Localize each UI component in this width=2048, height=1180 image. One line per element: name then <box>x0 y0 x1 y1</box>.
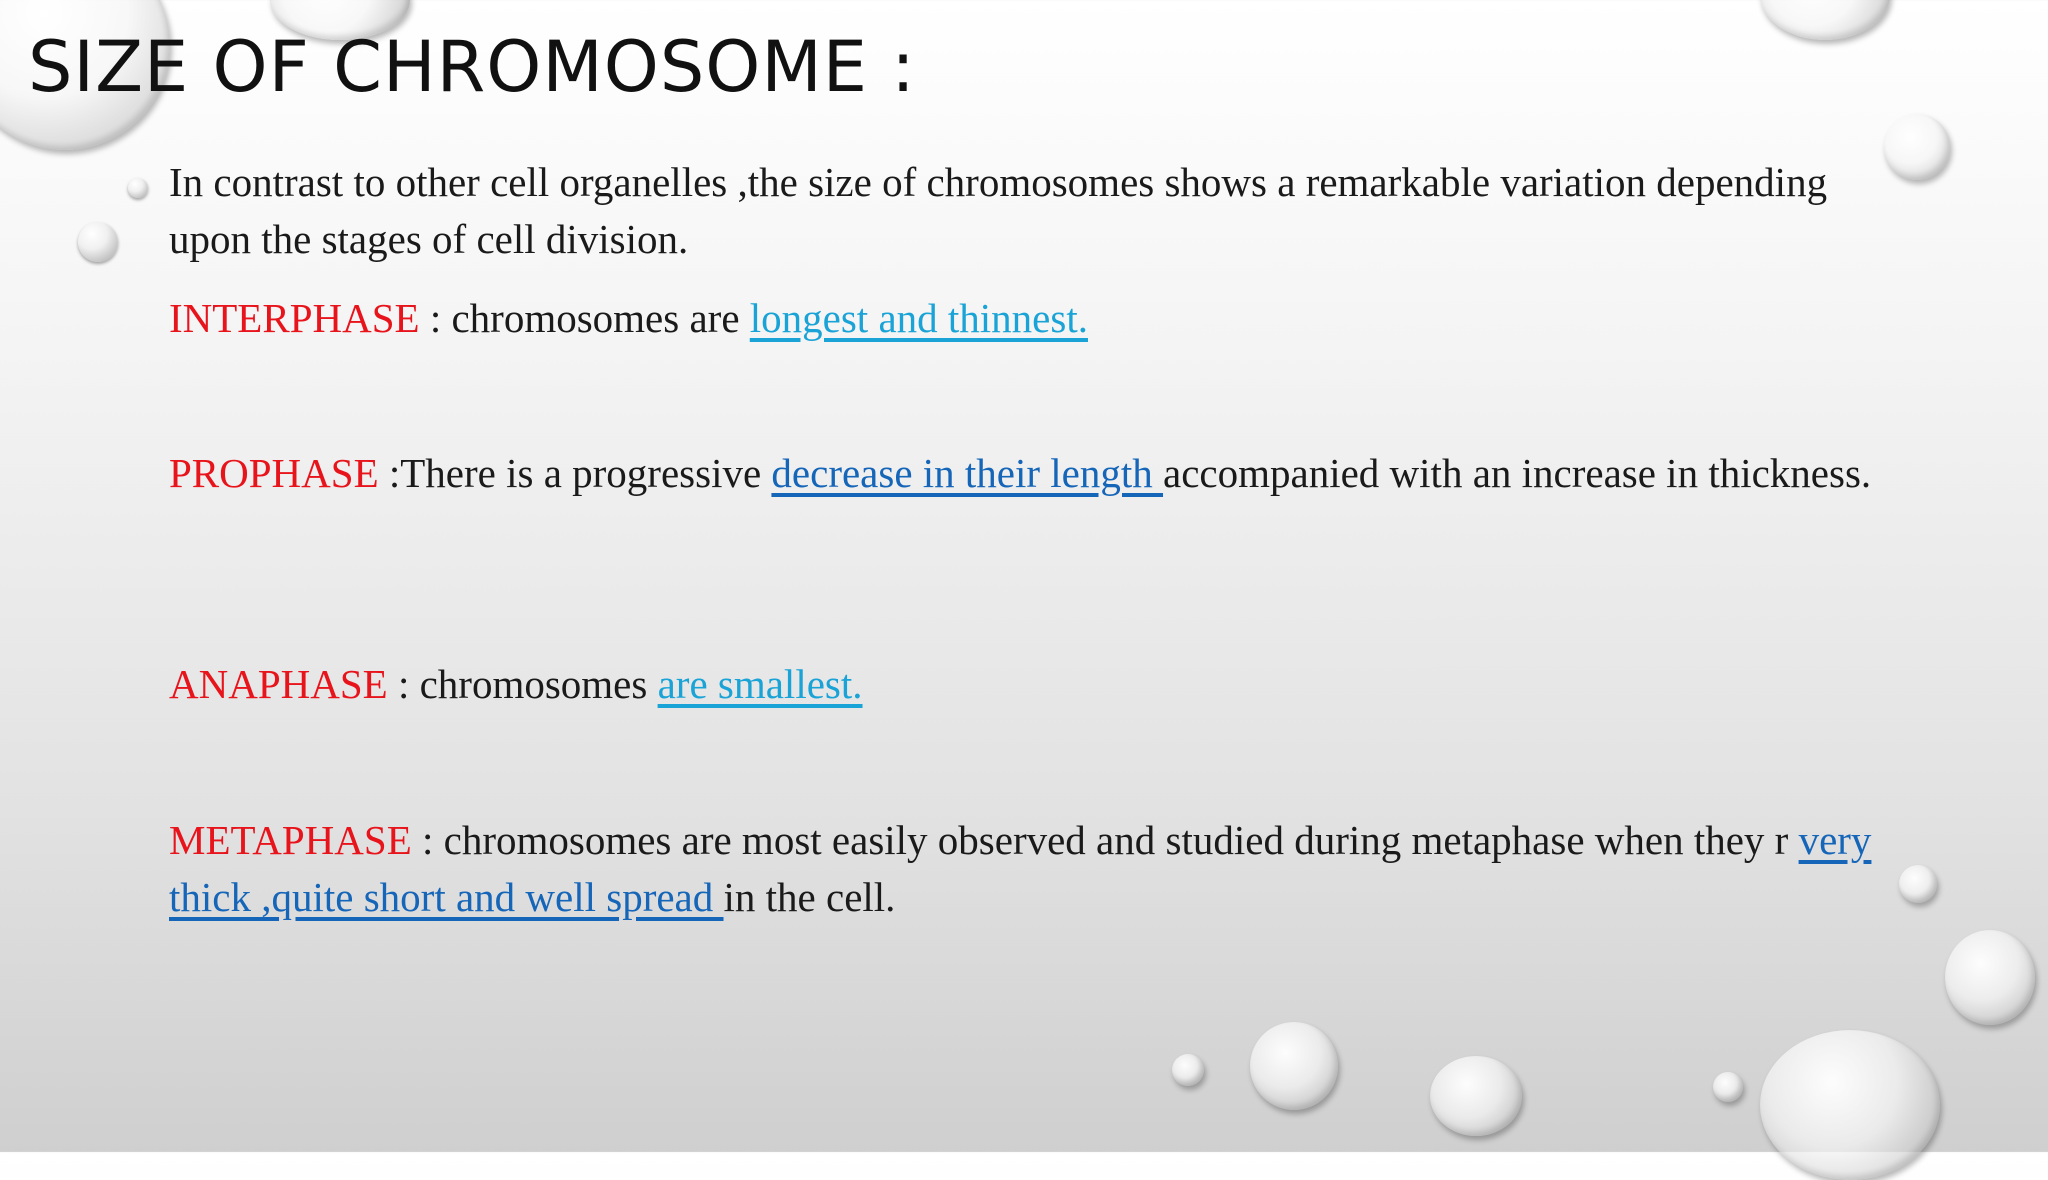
water-drop <box>1172 1054 1204 1086</box>
phase-text: : chromosomes are <box>419 295 750 341</box>
metaphase-line <box>169 812 1909 926</box>
phase-text: :There is a progressive <box>378 450 772 496</box>
phase-label: INTERPHASE <box>169 295 420 341</box>
highlight-link[interactable]: longest and thinnest. <box>749 295 1088 341</box>
water-drop <box>1250 1022 1338 1110</box>
phase-text-after: accompanied with an increase in thickness. <box>1163 450 1872 496</box>
slide-title: SIZE OF CHROMOSOME : <box>28 26 916 108</box>
phase-label: ANAPHASE <box>169 661 388 707</box>
phase-text: : chromosomes <box>387 661 658 707</box>
phase-label: METAPHASE <box>169 817 412 863</box>
phase-label: PROPHASE <box>169 450 379 496</box>
highlight-link[interactable]: very thick ,quite short and well spread <box>169 817 1872 920</box>
phase-text-after: in the cell. <box>723 874 896 920</box>
interphase-line <box>169 290 1909 347</box>
highlight-link[interactable]: are smallest. <box>657 661 863 707</box>
highlight-link[interactable]: decrease in their length <box>771 450 1164 496</box>
water-drop <box>1760 0 1890 40</box>
water-drop <box>1430 1056 1522 1136</box>
water-drop <box>1713 1072 1743 1102</box>
intro-paragraph: In contrast to other cell organelles ,the size of chromosomes shows a remarkable variation depending upon the stages of cell division. <box>169 159 1828 262</box>
phase-text: : chromosomes are most easily observed and studied during metaphase when they r <box>411 817 1799 863</box>
water-drop <box>1945 930 2035 1025</box>
prophase-line <box>169 445 1909 502</box>
bullet-icon <box>78 222 118 262</box>
water-drop <box>1760 1030 1940 1180</box>
anaphase-line <box>169 656 1909 713</box>
bullet-icon <box>128 178 148 198</box>
